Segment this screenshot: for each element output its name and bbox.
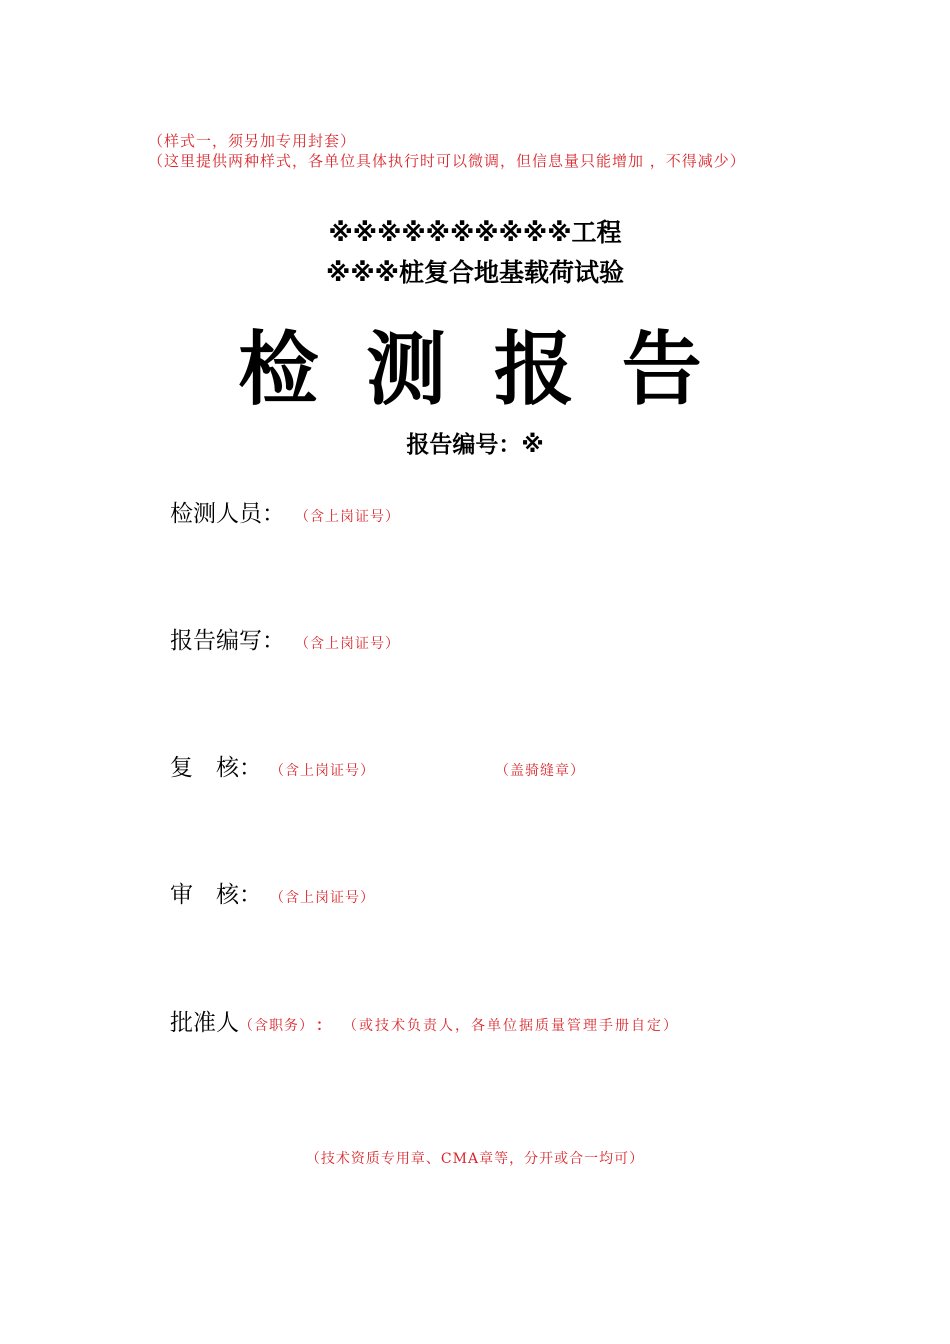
tester-hint: （含上岗证号）	[295, 509, 400, 525]
reviewer-hint: （含上岗证号）	[270, 763, 375, 779]
seal-note: （技术资质专用章、CMA章等，分开或合一均可）	[305, 1151, 645, 1167]
approver-colon: ：	[316, 1016, 332, 1034]
auditor-field	[170, 879, 375, 911]
approver-field	[170, 1007, 679, 1039]
writer-label: 报告编写：	[170, 628, 285, 654]
reviewer-field	[170, 752, 585, 784]
tester-field	[170, 498, 400, 530]
test-name: ※※※桩复合地基载荷试验	[326, 258, 624, 287]
project-name: ※※※※※※※※※※工程	[328, 218, 622, 247]
reviewer-stamp-note: （盖骑缝章）	[495, 763, 585, 779]
approver-hint: （或技术负责人，各单位据质量管理手册自定）	[343, 1018, 680, 1034]
auditor-hint: （含上岗证号）	[270, 890, 375, 906]
instruction-note: （这里提供两种样式，各单位具体执行时可以微调，但信息量只能增加 ，不得减少）	[148, 152, 746, 170]
report-number: 报告编号：※	[406, 432, 544, 458]
writer-field	[170, 625, 400, 657]
auditor-label: 审 核：	[170, 882, 262, 908]
approver-sub-label: （含职务）	[239, 1018, 314, 1034]
approver-label: 批准人	[170, 1010, 239, 1036]
report-title: 检 测 报 告	[238, 323, 712, 416]
tester-label: 检测人员：	[170, 501, 285, 527]
writer-hint: （含上岗证号）	[295, 636, 400, 652]
reviewer-label: 复 核：	[170, 755, 262, 781]
style-note: （样式一，须另加专用封套）	[148, 132, 357, 150]
